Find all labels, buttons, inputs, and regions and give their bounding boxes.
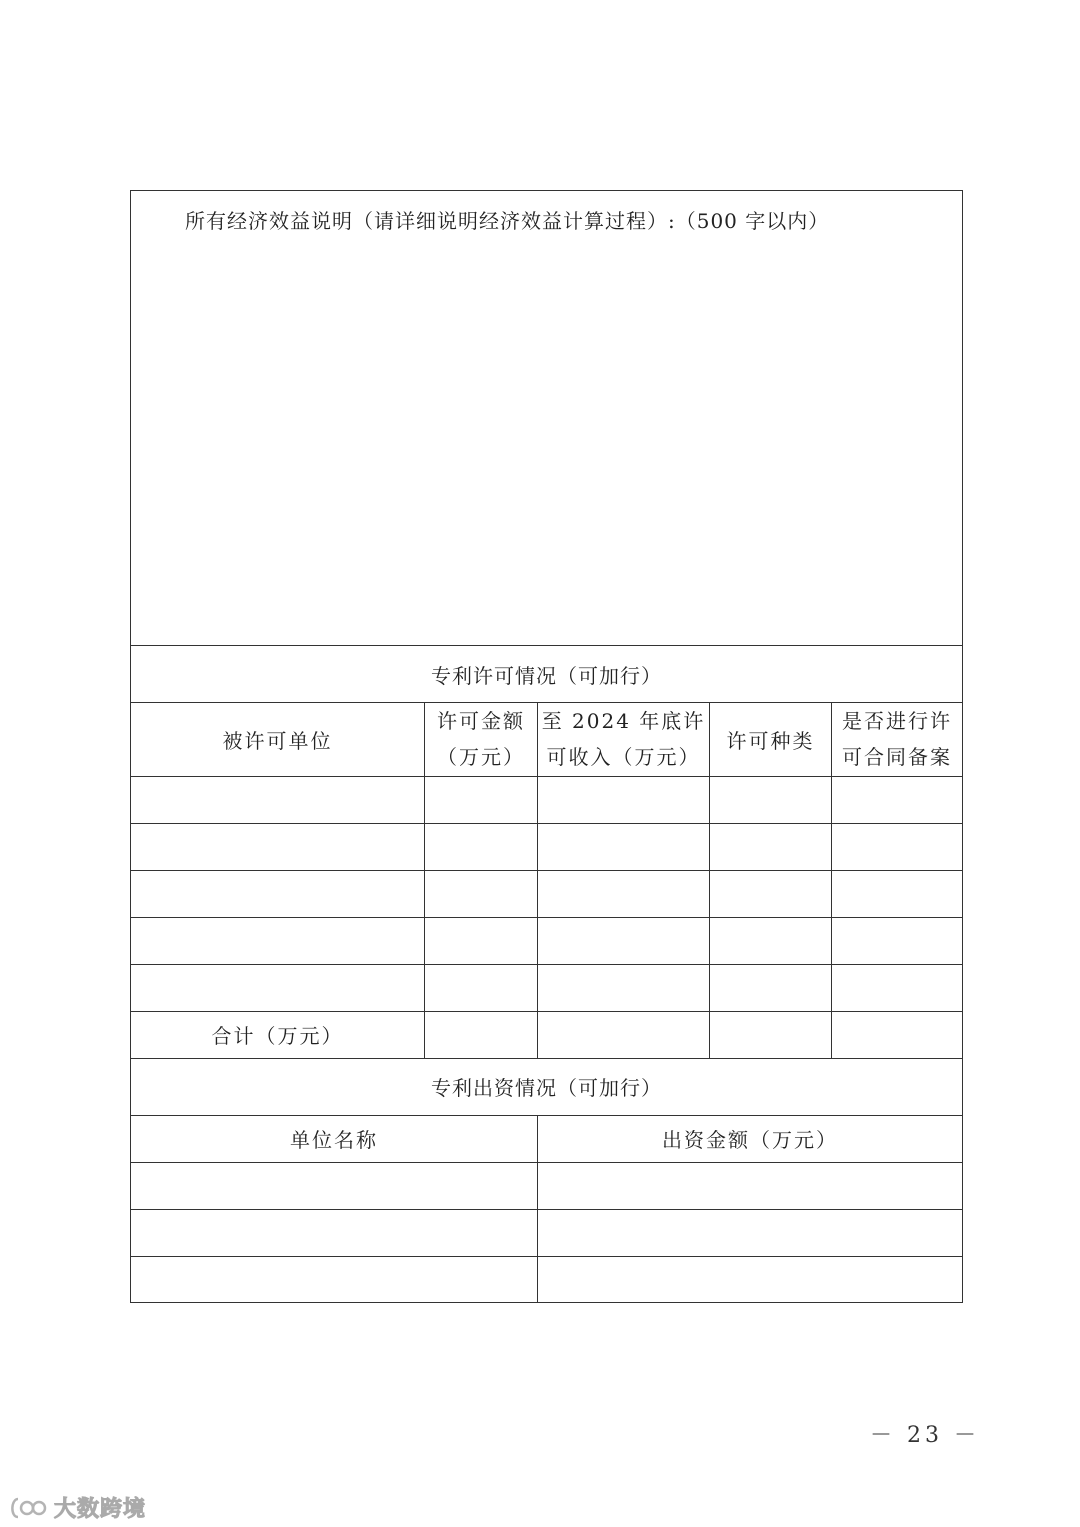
table-cell[interactable] [832, 917, 963, 964]
table-cell[interactable] [425, 964, 538, 1011]
watermark-text: 大数跨境 [54, 1497, 147, 1522]
table-cell[interactable] [131, 870, 425, 917]
table-row [131, 1256, 963, 1302]
watermark-logo-icon [8, 1495, 48, 1521]
table-cell[interactable] [538, 1256, 963, 1302]
table-cell[interactable] [131, 823, 425, 870]
table-cell[interactable] [131, 1162, 538, 1209]
header-license-income-2024: 至 2024 年底许 可收入（万元） [538, 703, 710, 776]
table-row [131, 964, 963, 1011]
table-cell[interactable] [538, 1011, 710, 1058]
header-contract-filing: 是否进行许 可合同备案 [832, 703, 963, 776]
table-cell[interactable] [538, 1209, 963, 1256]
table-cell[interactable] [425, 870, 538, 917]
table-cell[interactable] [710, 870, 832, 917]
economic-benefit-description-cell[interactable] [131, 191, 963, 646]
table-cell[interactable] [425, 917, 538, 964]
table-cell[interactable] [131, 917, 425, 964]
table-cell[interactable] [832, 776, 963, 823]
table-cell[interactable] [131, 776, 425, 823]
header-investment-amount: 出资金额（万元） [538, 1115, 963, 1162]
license-header-row [131, 703, 963, 776]
table-cell[interactable] [710, 776, 832, 823]
form-table [130, 190, 963, 1303]
table-row [131, 776, 963, 823]
table-cell[interactable] [710, 917, 832, 964]
table-cell[interactable] [538, 776, 710, 823]
table-cell[interactable] [538, 1162, 963, 1209]
table-cell[interactable] [832, 870, 963, 917]
table-row [131, 823, 963, 870]
table-cell[interactable] [832, 964, 963, 1011]
table-cell[interactable] [538, 870, 710, 917]
license-total-row [131, 1011, 963, 1058]
header-license-type: 许可种类 [710, 703, 832, 776]
table-row [131, 1209, 963, 1256]
table-cell[interactable] [425, 823, 538, 870]
economic-benefit-description-label: 所有经济效益说明（请详细说明经济效益计算过程）:（500 字以内） [185, 209, 830, 233]
table-cell[interactable] [538, 823, 710, 870]
table-cell[interactable] [710, 964, 832, 1011]
table-cell[interactable] [832, 823, 963, 870]
investment-section-title: 专利出资情况（可加行） [131, 1058, 963, 1115]
investment-header-row [131, 1115, 963, 1162]
table-row [131, 870, 963, 917]
table-row [131, 917, 963, 964]
table-cell[interactable] [710, 1011, 832, 1058]
table-cell[interactable] [538, 917, 710, 964]
table-cell[interactable] [425, 776, 538, 823]
table-cell[interactable] [538, 964, 710, 1011]
table-cell[interactable] [131, 964, 425, 1011]
table-cell[interactable] [710, 823, 832, 870]
license-section-title: 专利许可情况（可加行） [131, 646, 963, 703]
header-license-amount: 许可金额 （万元） [425, 703, 538, 776]
total-label: 合计（万元） [131, 1011, 425, 1058]
table-cell[interactable] [832, 1011, 963, 1058]
header-licensee: 被许可单位 [131, 703, 425, 776]
watermark [8, 1492, 146, 1523]
header-unit-name: 单位名称 [131, 1115, 538, 1162]
table-row [131, 1162, 963, 1209]
table-cell[interactable] [425, 1011, 538, 1058]
table-cell[interactable] [131, 1209, 538, 1256]
table-cell[interactable] [131, 1256, 538, 1302]
page-number: － 23 － [870, 1423, 980, 1448]
